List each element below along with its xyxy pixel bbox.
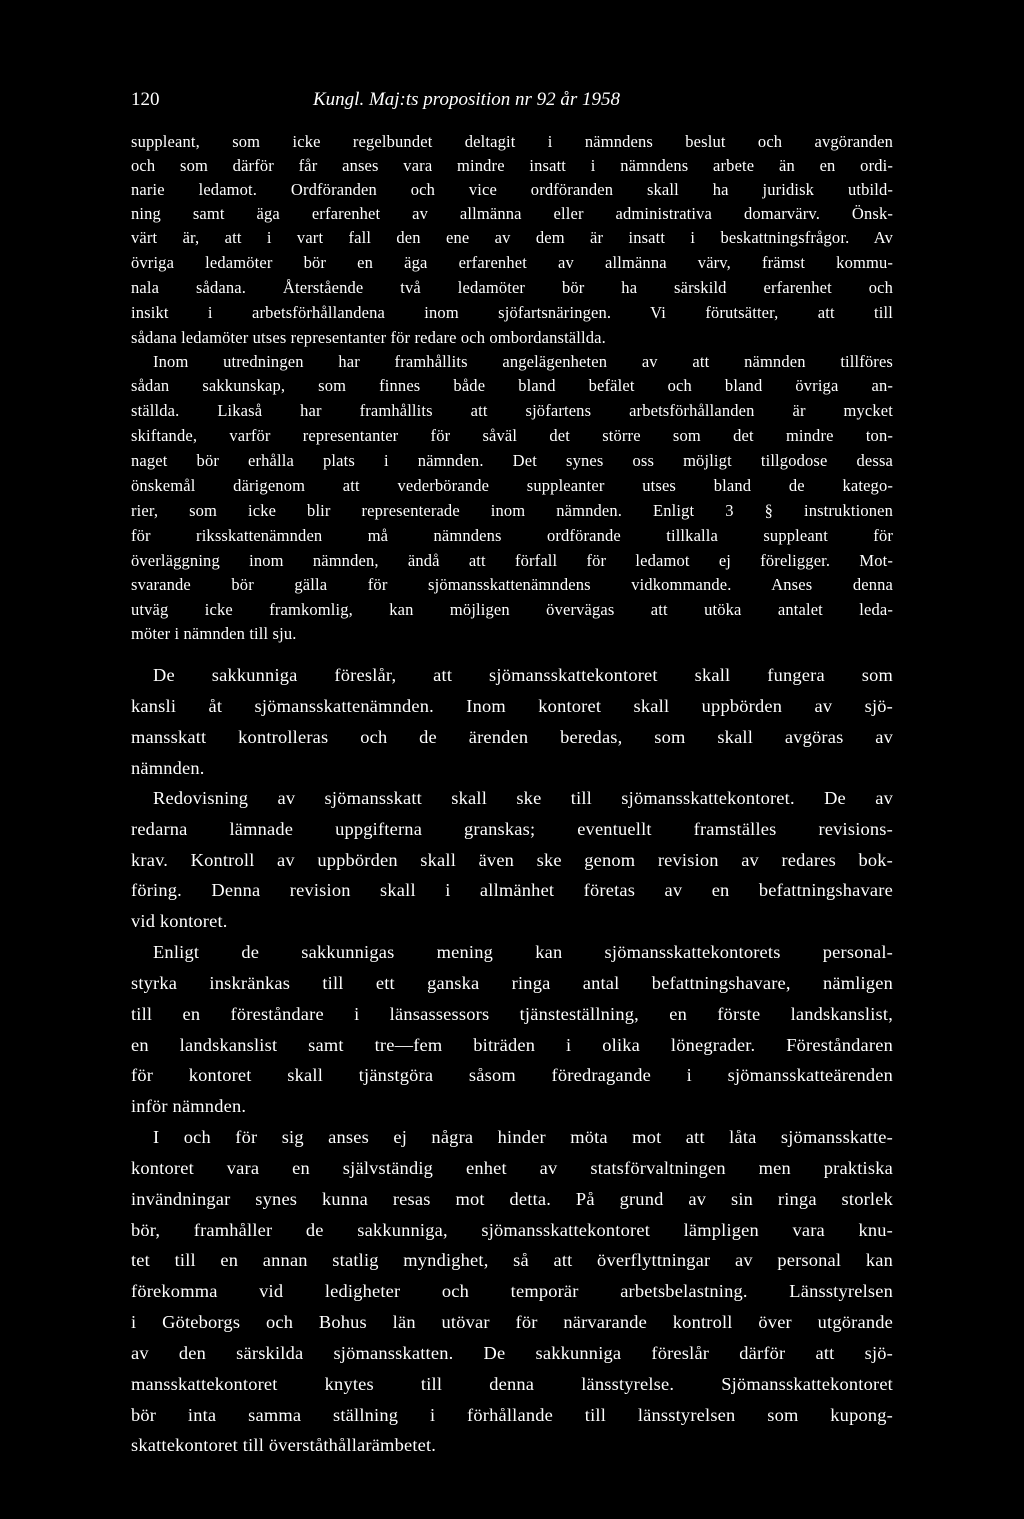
page-number: 120 (131, 89, 160, 110)
text-line: önskemål därigenom att vederbörande suppleanter utses bland de katego- (131, 476, 893, 495)
text-line: Redovisning av sjömansskatt skall ske till sjömansskattekontoret. De av (153, 788, 893, 808)
text-line: tet till en annan statlig myndighet, så att överflyttningar av personal kan (131, 1250, 893, 1270)
text-line: sådan sakkunskap, som finnes både bland befälet och bland övriga an- (131, 376, 893, 395)
text-line: mansskattekontoret knytes till denna länsstyrelse. Sjömansskattekontoret (131, 1374, 893, 1394)
text-line: De sakkunniga föreslår, att sjömansskattekontoret skall fungera som (153, 665, 893, 685)
text-line: bör inta samma ställning i förhållande till länsstyrelsen som kupong- (131, 1405, 893, 1425)
text-line: för kontoret skall tjänstgöra såsom föredragande i sjömansskatteärenden (131, 1065, 893, 1085)
text-line: svarande bör gälla för sjömansskattenämndens vidkommande. Anses denna (131, 575, 893, 594)
text-line: narie ledamot. Ordföranden och vice ordföranden skall ha juridisk utbild- (131, 180, 893, 199)
text-line: möter i nämnden till sju. (131, 624, 297, 643)
text-line: skattekontoret till överståthållarämbetet. (131, 1435, 437, 1455)
text-line: överläggning inom nämnden, ändå att förfall för ledamot ej föreligger. Mot- (131, 551, 893, 570)
text-line: för riksskattenämnden må nämndens ordförande tillkalla suppleant för (131, 526, 893, 545)
text-line: Inom utredningen har framhållits angelägenheten av att nämnden tillföres (153, 352, 893, 371)
text-line: krav. Kontroll av uppbörden skall även ske genom revision av redares bok- (131, 850, 893, 870)
text-line: invändningar synes kunna resas mot detta. På grund av sin ringa storlek (131, 1189, 893, 1209)
text-line: bör, framhåller de sakkunniga, sjömansskattekontoret lämpligen vara knu- (131, 1220, 893, 1240)
text-line: I och för sig anses ej några hinder möta mot att låta sjömansskatte- (153, 1127, 893, 1147)
text-line: och som därför får anses vara mindre insatt i nämndens arbete än en ordi- (131, 156, 893, 175)
text-line: ning samt äga erfarenhet av allmänna eller administrativa domarvärv. Önsk- (131, 204, 893, 223)
text-line: ställda. Likaså har framhållits att sjöfartens arbetsförhållanden är mycket (131, 401, 893, 420)
text-line: inför nämnden. (131, 1096, 247, 1116)
text-line: redarna lämnade uppgifterna granskas; eventuellt framställes revisions- (131, 819, 893, 839)
text-line: styrka inskränkas till ett ganska ringa antal befattningshavare, nämligen (131, 973, 893, 993)
text-line: förekomma vid ledigheter och temporär arbetsbelastning. Länsstyrelsen (131, 1281, 893, 1301)
text-line: insikt i arbetsförhållandena inom sjöfartsnäringen. Vi förutsätter, att till (131, 303, 893, 322)
text-line: naget bör erhålla plats i nämnden. Det synes oss möjligt tillgodose dessa (131, 451, 893, 470)
text-line: övriga ledamöter bör en äga erfarenhet av allmänna värv, främst kommu- (131, 253, 893, 272)
text-line: nämnden. (131, 758, 205, 778)
text-line: nala sådana. Återstående två ledamöter bör ha särskild erfarenhet och (131, 278, 893, 297)
text-line: av den särskilda sjömansskatten. De sakkunniga föreslår därför att sjö- (131, 1343, 893, 1363)
text-line: sådana ledamöter utses representanter för redare och ombordanställda. (131, 328, 606, 347)
text-line: i Göteborgs och Bohus län utövar för närvarande kontroll över utgörande (131, 1312, 893, 1332)
text-line: kansli åt sjömansskattenämnden. Inom kontoret skall uppbörden av sjö- (131, 696, 893, 716)
text-line: till en föreståndare i länsassessors tjänsteställning, en förste landskanslist, (131, 1004, 893, 1024)
text-line: en landskanslist samt tre—fem biträden i olika lönegrader. Föreståndaren (131, 1035, 893, 1055)
running-header-title: Kungl. Maj:ts proposition nr 92 år 1958 (313, 89, 621, 110)
text-line: mansskatt kontrolleras och de ärenden beredas, som skall avgöras av (131, 727, 893, 747)
text-line: rier, som icke blir representerade inom nämnden. Enligt 3 § instruktionen (131, 501, 893, 520)
text-line: suppleant, som icke regelbundet deltagit i nämndens beslut och avgöranden (131, 132, 893, 151)
text-line: kontoret vara en självständig enhet av statsförvaltningen men praktiska (131, 1158, 893, 1178)
text-line: utväg icke framkomlig, kan möjligen övervägas att utöka antalet leda- (131, 600, 893, 619)
text-line: Enligt de sakkunnigas mening kan sjömansskattekontorets personal- (153, 942, 893, 962)
text-line: skiftande, varför representanter för såväl det större som det mindre ton- (131, 426, 893, 445)
text-line: värt är, att i vart fall den ene av dem är insatt i beskattningsfrågor. Av (131, 228, 893, 247)
text-line: föring. Denna revision skall i allmänhet företas av en befattningshavare (131, 880, 893, 900)
text-line: vid kontoret. (131, 911, 228, 931)
